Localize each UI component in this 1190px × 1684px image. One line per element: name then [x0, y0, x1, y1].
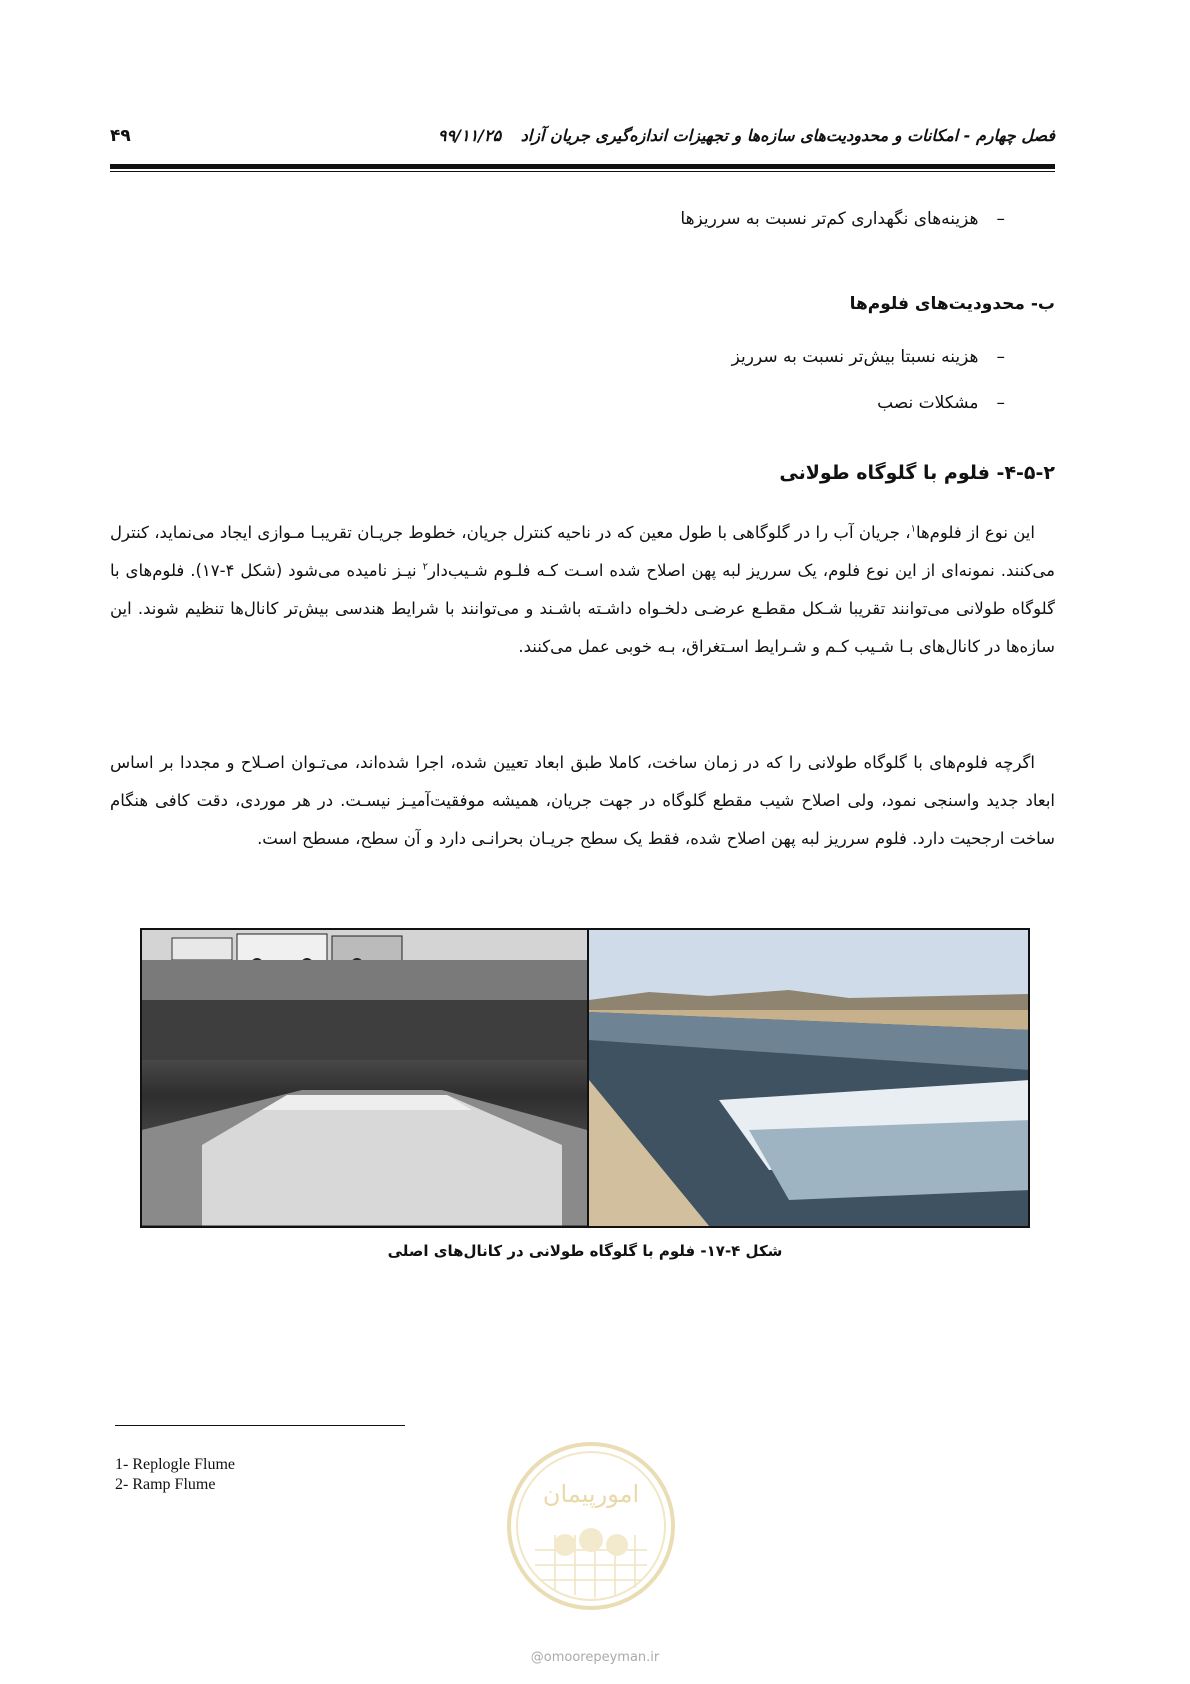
- figure-caption: شکل ۴-۱۷- فلوم با گلوگاه طولانی در کانال‌های اصلی: [387, 1242, 783, 1260]
- bullet-dash: –: [996, 393, 1005, 413]
- limitation-bullet-text: هزینه نسبتا بیش‌تر نسبت به سرریز: [731, 347, 979, 367]
- watermark-logo-text: امورپیمان: [542, 1480, 640, 1508]
- figure-photos: [140, 928, 1030, 1228]
- limitation-bullet-text: مشکلات نصب: [877, 393, 979, 413]
- page-number: ۴۹: [110, 126, 131, 146]
- header-rule-thin: [110, 171, 1055, 172]
- chapter-title-text: فصل چهارم - امکانات و محدودیت‌های سازه‌ها و تجهیزات اندازه‌گیری جریان آزاد: [520, 126, 1055, 145]
- advantage-bullet-text: هزینه‌های نگهداری کم‌تر نسبت به سرریزها: [680, 209, 979, 229]
- page-header: [110, 126, 1055, 156]
- bullet-dash: –: [996, 347, 1005, 367]
- footnote-2: 2- Ramp Flume: [115, 1476, 216, 1493]
- chapter-title: [438, 126, 1055, 145]
- footnote-ref-2: ۲: [422, 561, 428, 573]
- watermark-url: @omoorepeyman.ir: [530, 1650, 660, 1665]
- limitation-bullet-1: [110, 345, 1005, 369]
- limitation-bullet-2: [110, 391, 1005, 415]
- watermark-logo: [505, 1440, 677, 1612]
- bullet-dash: –: [996, 209, 1005, 229]
- footnote-1: 1- Replogle Flume: [115, 1456, 235, 1473]
- para1-part-a: این نوع از فلوم‌ها: [915, 523, 1035, 542]
- paragraph-2: اگرچه فلوم‌های با گلوگاه طولانی را که در زمان ساخت، کاملا طبق ابعاد تعیین شده، اجرا شده‌اند، می‌تـوان اصـلاح و مجددا بر اساس ابعاد جدید واسنجی نمود، ولی اصلاح شیب مقطع گلوگاه در جهت جریان، همیشه موفقیت‌آمیـز نیسـت. در هر موردی، دقت کافی هنگام ساخت ارجحیت دارد. فلوم سرریز لبه پهن اصلاح شده، فقط یک سطح جریـان بحرانـی دارد و آن سطح، مسطح است.: [110, 753, 1055, 848]
- section-heading: ۴-۵-۲- فلوم با گلوگاه طولانی: [779, 462, 1055, 484]
- para1-part-b: ، جریان آب را در گلوگاهی با طول معین که در ناحیه کنترل جریان، خطوط جریـان تقریبـا مـوازی ایجاد می‌نماید، کنترل می‌کنند. نمونه‌ای از این نوع فلوم، یک سرریز لبه پهن اصلاح شده اسـت کـه فلـوم شـیب‌دار: [110, 523, 1056, 580]
- photo-flume-construction: [142, 930, 587, 1226]
- paragraph-1: [110, 514, 1055, 666]
- para1-part-c: نیـز نامیده می‌شود (شکل ۴-۱۷). فلوم‌های با گلوگاه طولانی می‌توانند تقریبا شـکل مقطـع عرضـی دلخـواه داشـته باشـند و می‌توانند با شرایط هندسی بیش‌تر کانال‌ها تنظیم شوند. این سازه‌ها در کانال‌های بـا شـیب کـم و شـرایط اسـتغراق، بـه خوبی عمل می‌کنند.: [110, 561, 1055, 656]
- photo-flume-canal-water: [589, 930, 1030, 1226]
- header-date: ۹۹/۱۱/۲۵: [437, 126, 502, 145]
- footnote-rule: [115, 1425, 405, 1426]
- advantage-bullet: [110, 207, 1005, 231]
- limitations-heading: ب- محدودیت‌های فلوم‌ها: [849, 294, 1055, 314]
- header-rule-thick: [110, 164, 1055, 169]
- footnote-ref-1: ۱: [910, 523, 916, 535]
